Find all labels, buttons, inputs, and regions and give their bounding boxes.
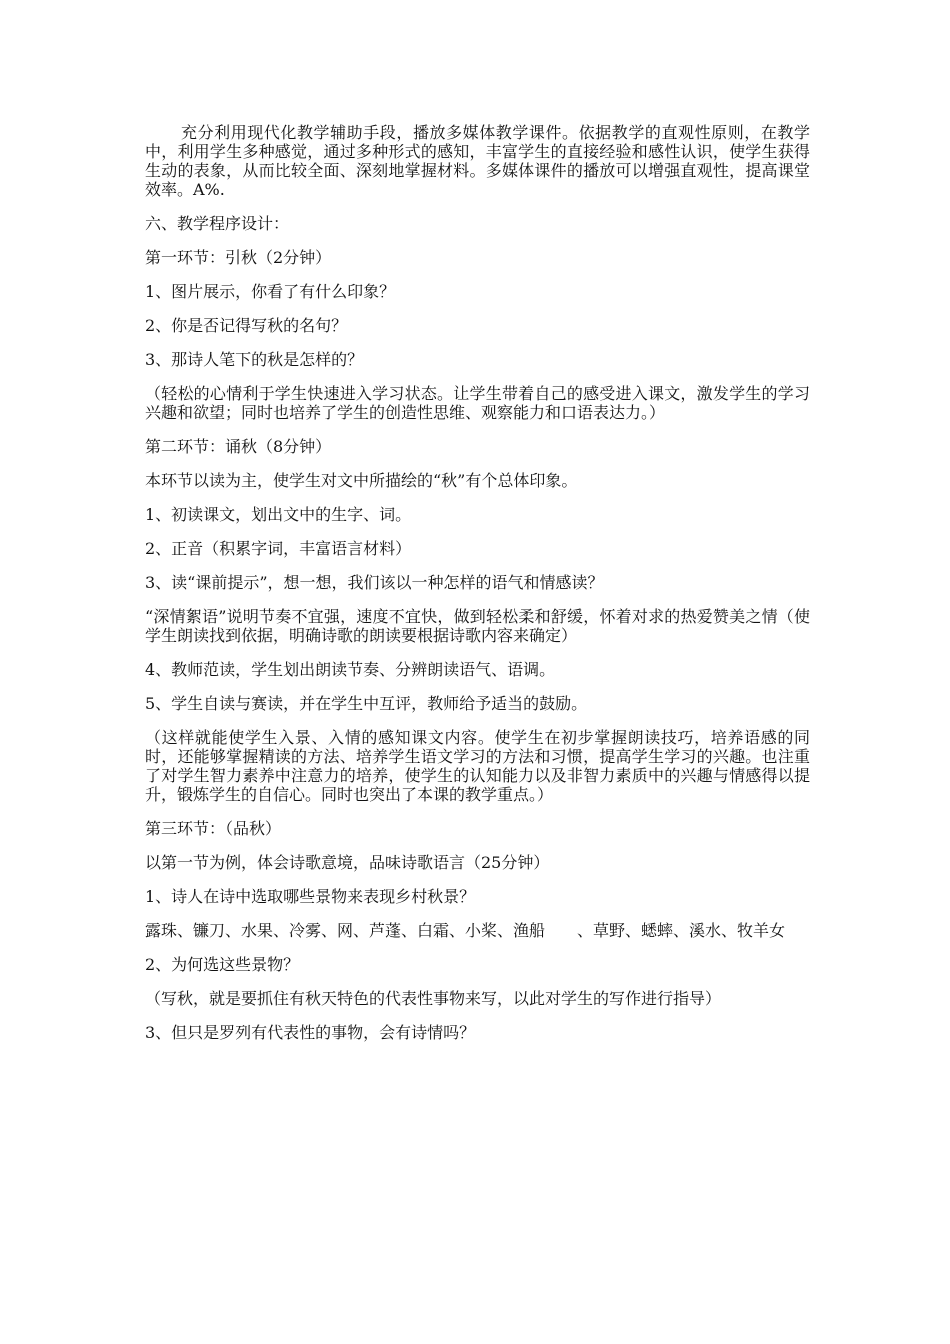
note-paragraph: （这样就能使学生入景、入情的感知课文内容。使学生在初步掌握朗读技巧，培养语感的同时，还能够掌握精读的方法、培养学生语文学习的方法和习惯，提高学生学习的兴趣。也注重了对学生智力素养中注意力的培养，使学生的认知能力以及非智力素质中的兴趣与情感得以提升，锻炼学生的自信心。同时也突出了本课的教学重点。）: [145, 728, 810, 804]
note-paragraph: （轻松的心情利于学生快速进入学习状态。让学生带着自己的感受进入课文，激发学生的学习兴趣和欲望；同时也培养了学生的创造性思维、观察能力和口语表达力。）: [145, 384, 810, 422]
note-paragraph: （写秋，就是要抓住有秋天特色的代表性事物来写，以此对学生的写作进行指导）: [145, 989, 722, 1008]
stage-description: 以第一节为例，体会诗歌意境，品味诗歌语言（25分钟）: [145, 853, 550, 872]
document-page: [145, 123, 810, 1057]
list-item: 3、那诗人笔下的秋是怎样的？: [145, 350, 364, 369]
list-item: 2、正音（积累字词，丰富语言材料）: [145, 539, 412, 558]
answer-paragraph: 露珠、镰刀、水果、冷雾、网、芦蓬、白霜、小桨、渔船 、草野、蟋蟀、溪水、牧羊女: [145, 921, 786, 940]
stage-heading-2: 第二环节：诵秋（8分钟）: [145, 437, 332, 456]
list-item: 1、图片展示，你看了有什么印象？: [145, 282, 396, 301]
list-item: 2、为何选这些景物？: [145, 955, 300, 974]
stage-heading-1: 第一环节：引秋（2分钟）: [145, 248, 332, 267]
list-item: 1、诗人在诗中选取哪些景物来表现乡村秋景？: [145, 887, 476, 906]
explanation-paragraph: “深情絮语”说明节奏不宜强，速度不宜快，做到轻松柔和舒缓，怀着对求的热爱赞美之情（使学生朗读找到依据，明确诗歌的朗读要根据诗歌内容来确定）: [145, 607, 810, 645]
list-item: 4、教师范读，学生划出朗读节奏、分辨朗读语气、语调。: [145, 660, 556, 679]
section-heading-procedure: 六、教学程序设计：: [145, 214, 290, 233]
list-item: 1、初读课文，划出文中的生字、词。: [145, 505, 412, 524]
list-item: 3、但只是罗列有代表性的事物，会有诗情吗？: [145, 1023, 476, 1042]
intro-paragraph: 充分利用现代化教学辅助手段，播放多媒体教学课件。依据教学的直观性原则，在教学中，利用学生多种感觉，通过多种形式的感知，丰富学生的直接经验和感性认识，使学生获得生动的表象，从而比较全面、深刻地掌握材料。多媒体课件的播放可以增强直观性，提高课堂效率。A%.: [145, 123, 810, 199]
list-item: 2、你是否记得写秋的名句？: [145, 316, 348, 335]
list-item: 5、学生自读与赛读，并在学生中互评，教师给予适当的鼓励。: [145, 694, 588, 713]
stage-description: 本环节以读为主，使学生对文中所描绘的“秋”有个总体印象。: [145, 471, 578, 490]
list-item: 3、读“课前提示”，想一想，我们该以一种怎样的语气和情感读？: [145, 573, 604, 592]
stage-heading-3: 第三环节：（品秋）: [145, 819, 282, 838]
